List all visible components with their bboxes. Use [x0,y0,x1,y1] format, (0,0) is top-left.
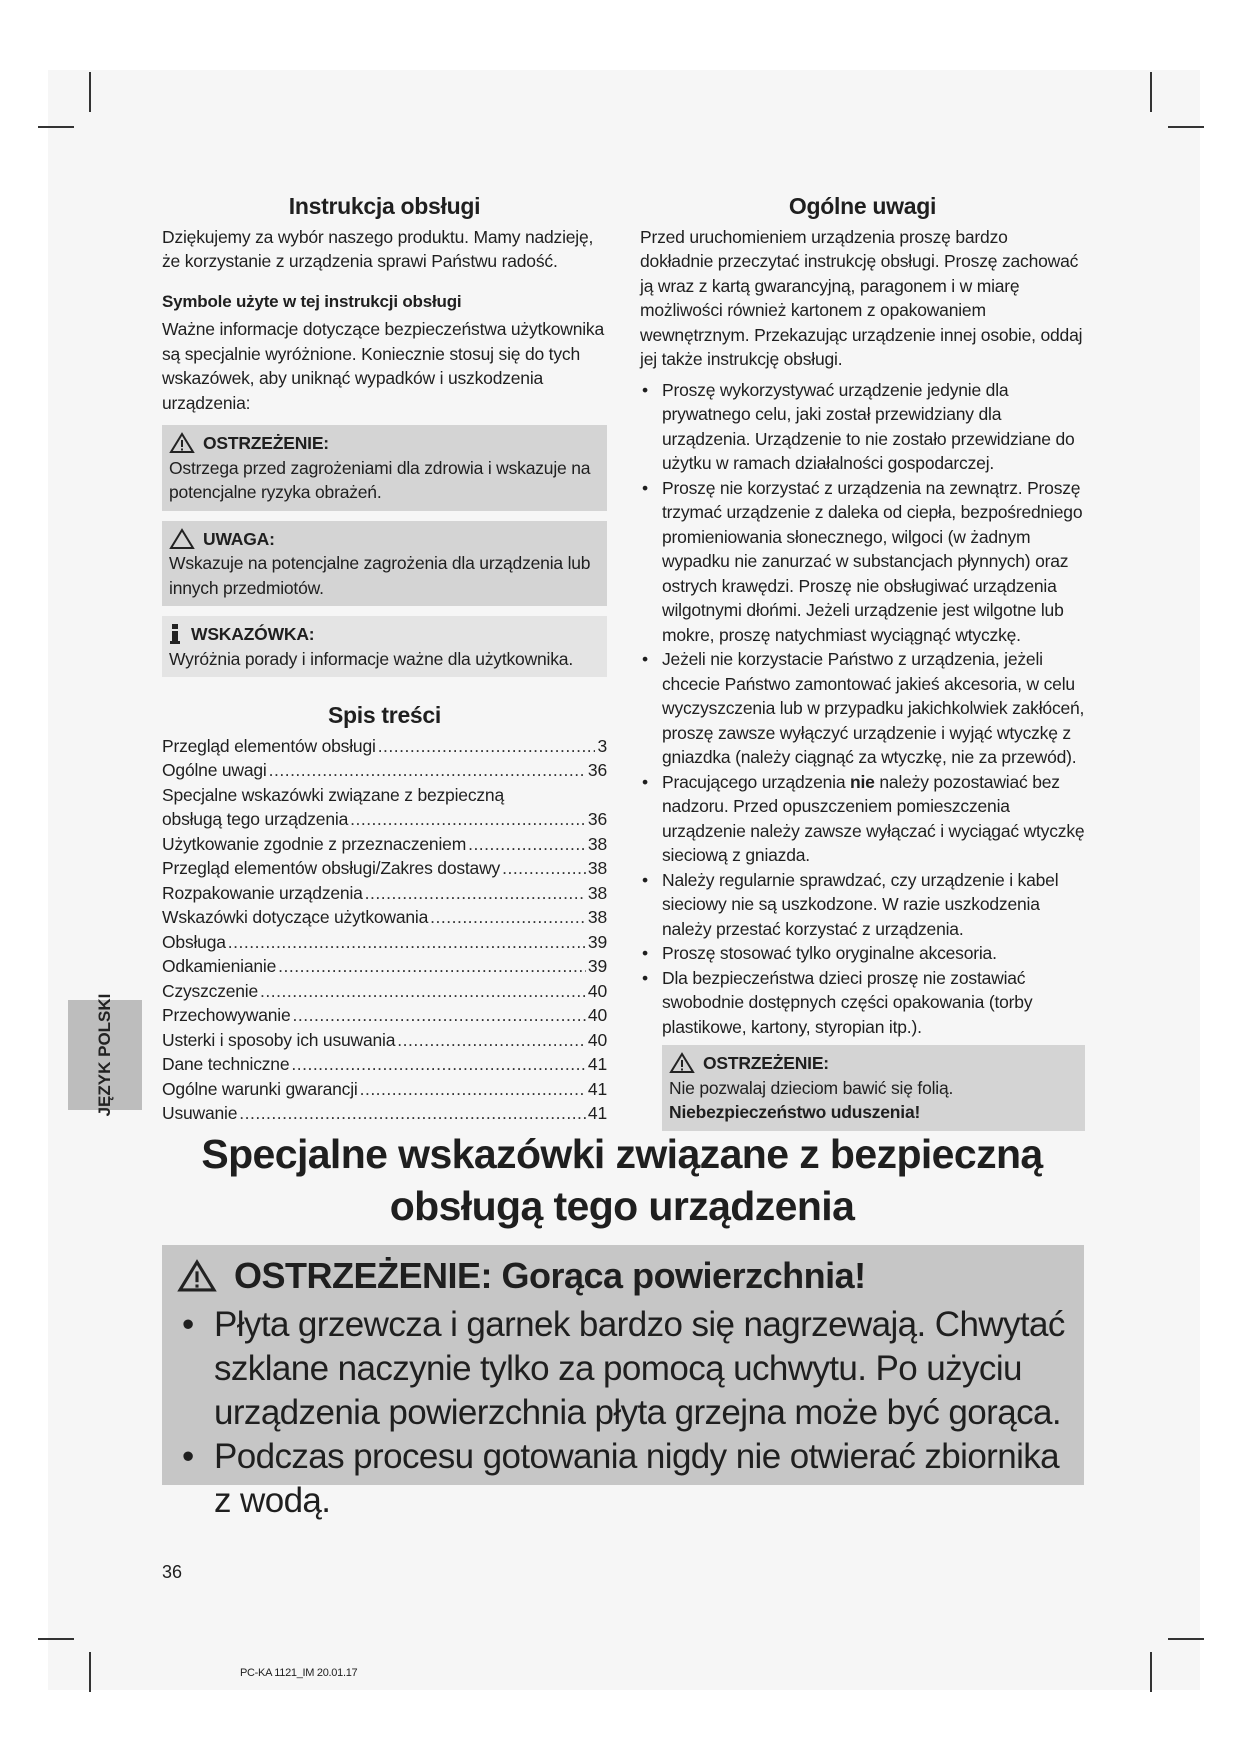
toc-entry: Usuwanie ..... 41 [162,1101,607,1126]
warning-box [162,425,607,511]
info-icon [169,623,183,645]
toc-entry: Przegląd elementów obsługi/Zakres dostawy ..... 38 [162,856,607,881]
toc-entry: Ogólne warunki gwarancji ..... 41 [162,1077,607,1102]
general-notes-intro: Przed uruchomieniem urządzenia proszę bardzo dokładnie przeczytać instrukcję obsługi. Proszę zachować ją wraz z kartą gwarancyjną, paragonem i w miarę możliwości również kartonem z opakowaniem wewnętrznym. Przekazując urządzenie innej osobie, oddaj jej także instrukcję obsługi. [640,226,1083,369]
toc-entry: Przechowywanie ..... 40 [162,1003,607,1028]
list-item: • Jeżeli nie korzystacie Państwo z urządzenia, jeżeli chcecie Państwo zamontować jakieś akcesoria, w celu wyczyszczenia lub w przypadku jakichkolwiek zakłóceń, proszę zawsze wyłączyć urządzenie i wyjąć wtyczkę z gniazdka (należy ciągnąć za wtyczkę, nie za przewód). [640,647,1085,770]
right-column [640,194,1085,1131]
language-label: JĘZYK POLSKI [95,993,114,1117]
toc-entry: Usterki i sposoby ich usuwania ..... 40 [162,1028,607,1053]
list-item: • Płyta grzewcza i garnek bardzo się nagrzewają. Chwytać szklane naczynie tylko za pomocą uchwytu. Po użyciu urządzenia powierzchnia płyta grzejna może być gorąca. [176,1303,1066,1435]
list-item: • Proszę wykorzystywać urządzenie jedynie dla prywatnego celu, jaki został przewidziany dla urządzenia. Urządzenie to nie zostało przewidziane do użytku w ramach działalności gospodarczej. [640,378,1085,476]
warning-title: OSTRZEŻENIE: [203,433,329,453]
list-item: • Dla bezpieczeństwa dzieci proszę nie zostawiać swobodnie dostępnych części opakowania (torby plastikowe, kartony, styropian itp.). [640,966,1085,1040]
crop-mark [89,72,91,112]
table-of-contents [162,734,607,1126]
hint-title: WSKAZÓWKA: [191,624,315,644]
child-warning-text: Nie pozwalaj dzieciom bawić się folią. Niebezpieczeństwo uduszenia! [669,1077,954,1122]
toc-entry: Czyszczenie ..... 40 [162,979,607,1004]
caution-text: Wskazuje na potencjalne zagrożenia dla urządzenia lub innych przedmiotów. [169,553,591,598]
hot-surface-list [176,1303,1066,1523]
intro-text: Dziękujemy za wybór naszego produktu. Mamy nadzieję, że korzystanie z urządzenia sprawi Państwu radość. [162,226,594,271]
crop-mark [38,1638,74,1640]
symbols-text: Ważne informacje dotyczące bezpieczeństwa użytkownika są specjalnie wyróżnione. Koniecznie stosuj się do tych wskazówek, aby uniknąć wypadków i uszkodzenia urządzenia: [162,319,605,413]
toc-entry: Rozpakowanie urządzenia ..... 38 [162,881,607,906]
left-column [162,194,607,1126]
toc-entry: Specjalne wskazówki związane z bezpieczną [162,784,504,805]
child-warning-title: OSTRZEŻENIE: [703,1053,829,1073]
warning-triangle-icon [176,1259,218,1293]
symbols-heading: Symbole użyte w tej instrukcji obsługi [162,291,462,311]
toc-entry: Przegląd elementów obsługi ..... 3 [162,734,607,759]
toc-title: Spis treści [327,702,442,728]
list-item: • Proszę stosować tylko oryginalne akcesoria. [640,941,1085,966]
page-number: 36 [162,1562,183,1582]
hot-surface-warning-title: OSTRZEŻENIE: Gorąca powierzchnia! [234,1255,866,1296]
list-item: • Należy regularnie sprawdzać, czy urządzenie i kabel sieciowy nie są uszkodzone. W razie uszkodzenia należy przestać korzystać z urządzenia. [640,868,1085,942]
toc-entry: obsługą tego urządzenia ..... 36 [162,807,607,832]
hot-surface-warning-box [162,1245,1084,1520]
toc-entry: Odkamienianie ..... 39 [162,954,607,979]
crop-mark [1168,1638,1204,1640]
child-warning-box [662,1045,1085,1131]
caution-triangle-icon [169,528,195,550]
print-footer: PC-KA 1121_IM 20.01.17 [240,1667,358,1679]
toc-entry: Dane techniczne ..... 41 [162,1052,607,1077]
toc-entry: Ogólne uwagi ..... 36 [162,758,607,783]
warning-triangle-icon [169,432,195,454]
toc-entry: Użytkowanie zgodnie z przeznaczeniem ..... 38 [162,832,607,857]
toc-entry: Obsługa ..... 39 [162,930,607,955]
general-notes-list [640,378,1085,1040]
warning-triangle-icon [669,1052,695,1074]
crop-mark [1168,126,1204,128]
caution-title: UWAGA: [203,528,275,549]
hint-box [162,616,607,677]
manual-title: Instrukcja obsługi [288,193,481,219]
crop-mark [38,126,74,128]
toc-entry: Wskazówki dotyczące użytkowania ..... 38 [162,905,607,930]
general-notes-title: Ogólne uwagi [788,193,937,219]
list-item: • Podczas procesu gotowania nigdy nie otwierać zbiornika z wodą. [176,1435,1066,1523]
warning-text: Ostrzega przed zagrożeniami dla zdrowia i wskazuje na potencjalne ryzyka obrażeń. [169,457,591,502]
list-item: • Proszę nie korzystać z urządzenia na zewnątrz. Proszę trzymać urządzenie z daleka od ciepła, bezpośredniego promieniowania słonecznego, wilgoci (w żadnym wypadku nie zanurzać w substancjach płynnych) oraz ostrych krawędzi. Proszę nie obsługiwać urządzenia wilgotnymi dłońmi. Jeżeli urządzenie jest wilgotne lub mokre, proszę natychmiast wyciągnąć wtyczkę. [640,476,1085,648]
hint-text: Wyróżnia porady i informacje ważne dla użytkownika. [169,648,573,669]
list-item: • Pracującego urządzenia nie należy pozostawiać bez nadzoru. Przed opuszczeniem pomieszczenia urządzenie należy zawsze wyłączać i wyciągać wtyczkę sieciową z gniazda. [640,770,1085,868]
crop-mark [1150,1652,1152,1692]
special-safety-title: Specjalne wskazówki związane z bezpieczną obsługą tego urządzenia [201,1131,1043,1229]
crop-mark [89,1652,91,1692]
crop-mark [1150,72,1152,112]
caution-box [162,521,607,607]
